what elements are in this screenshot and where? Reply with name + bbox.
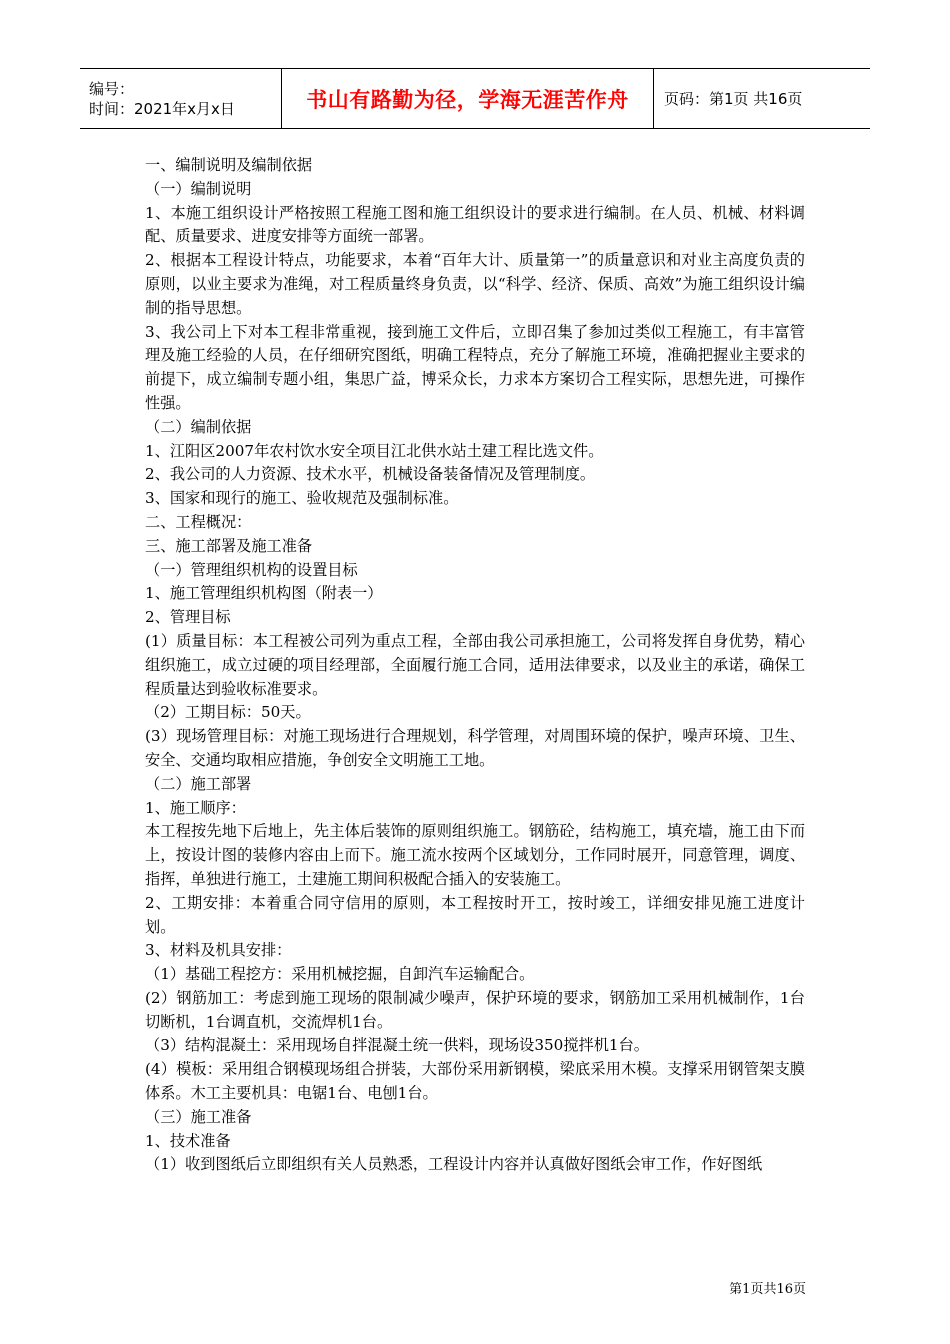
body-paragraph: （二）施工部署 [145, 774, 252, 793]
header-meta [80, 69, 282, 128]
header-page-number: 页码：第1页 共16页 [664, 90, 803, 108]
body-paragraph: 1、江阳区2007年农村饮水安全项目江北供水站土建工程比选文件。 [145, 441, 604, 460]
body-paragraph: 3、我公司上下对本工程非常重视，接到施工文件后，立即召集了参加过类似工程施工，有丰富管理及施工经验的人员，在仔细研究图纸，明确工程特点，充分了解施工环境，准确把握业主要求的前提下，成立编制专题小组，集思广益，博采众长，力求本方案切合工程实际，思想先进，可操作性强。 [145, 322, 805, 412]
body-paragraph: (4）模板：采用组合钢模现场组合拼装，大部份采用新钢模，梁底采用木模。支撑采用钢管架支膜体系。木工主要机具：电锯1台、电刨1台。 [145, 1060, 805, 1103]
body-paragraph: 1、技术准备 [145, 1131, 231, 1150]
body-paragraph: （1）基础工程挖方：采用机械挖掘，自卸汽车运输配合。 [145, 965, 535, 984]
body-paragraph: (2）钢筋加工：考虑到施工现场的限制减少噪声，保护环境的要求，钢筋加工采用机械制作，1台切断机，1台调直机，交流焊机1台。 [145, 988, 805, 1031]
body-paragraph: 2、管理目标 [145, 608, 231, 627]
body-paragraph: (3）现场管理目标：对施工现场进行合理规划，科学管理，对周围环境的保护，噪声环境、卫生、安全、交通均取相应措施，争创安全文明施工工地。 [145, 727, 805, 769]
header-motto-cell [282, 69, 654, 128]
doc-time-label: 时间：2021年x月x日 [89, 99, 235, 118]
body-paragraph: (1）质量目标：本工程被公司列为重点工程，全部由我公司承担施工，公司将发挥自身优势，精心组织施工，成立过硬的项目经理部，全面履行施工合同，适用法律要求，以及业主的承诺，确保工程质量达到验收标准要求。 [145, 631, 805, 698]
body-paragraph: 1、施工顺序： [145, 798, 246, 817]
body-paragraph: （2）工期目标：50天。 [145, 703, 311, 722]
doc-number-label: 编号： [89, 79, 135, 98]
body-paragraph: 2、工期安排：本着重合同守信用的原则，本工程按时开工，按时竣工，详细安排见施工进度计划。 [145, 893, 805, 936]
body-paragraph: 三、施工部署及施工准备 [145, 536, 313, 555]
document-body [145, 154, 805, 1177]
header-page-cell [654, 69, 870, 128]
body-paragraph: （三）施工准备 [145, 1107, 252, 1126]
body-paragraph: （一）管理组织机构的设置目标 [145, 560, 358, 579]
body-paragraph: 1、本施工组织设计严格按照工程施工图和施工组织设计的要求进行编制。在人员、机械、材料调配、质量要求、进度安排等方面统一部署。 [145, 203, 805, 246]
page-header [80, 68, 870, 129]
body-paragraph: 3、材料及机具安排： [145, 941, 292, 960]
body-paragraph: 二、工程概况： [145, 512, 252, 531]
body-paragraph: 2、根据本工程设计特点，功能要求，本着“百年大计、质量第一”的质量意识和对业主高度负责的原则，以业主要求为准绳，对工程质量终身负责，以“科学、经济、保质、高效”为施工组织设计编制的指导思想。 [145, 251, 805, 317]
body-paragraph: 3、国家和现行的施工、验收规范及强制标准。 [145, 489, 459, 508]
body-paragraph: 本工程按先地下后地上，先主体后装饰的原则组织施工。钢筋砼，结构施工，填充墙，施工由下而上，按设计图的装修内容由上而下。施工流水按两个区域划分，工作同时展开，同意管理，调度、指挥，单独进行施工，土建施工期间积极配合插入的安装施工。 [145, 822, 805, 888]
body-paragraph: 2、我公司的人力资源、技术水平，机械设备装备情况及管理制度。 [145, 465, 596, 484]
body-paragraph: （一）编制说明 [145, 179, 252, 198]
body-paragraph: （1）收到图纸后立即组织有关人员熟悉，工程设计内容并认真做好图纸会审工作，作好图纸 [145, 1155, 763, 1174]
body-paragraph: 1、施工管理组织机构图（附表一） [145, 584, 383, 603]
body-paragraph: 一、编制说明及编制依据 [145, 156, 313, 174]
header-motto: 书山有路勤为径，学海无涯苦作舟 [306, 87, 629, 112]
body-paragraph: （3）结构混凝土：采用现场自拌混凝土统一供料，现场设350搅拌机1台。 [145, 1036, 649, 1055]
page-footer: 第1页共16页 [729, 1282, 806, 1297]
body-paragraph: （二）编制依据 [145, 417, 252, 436]
